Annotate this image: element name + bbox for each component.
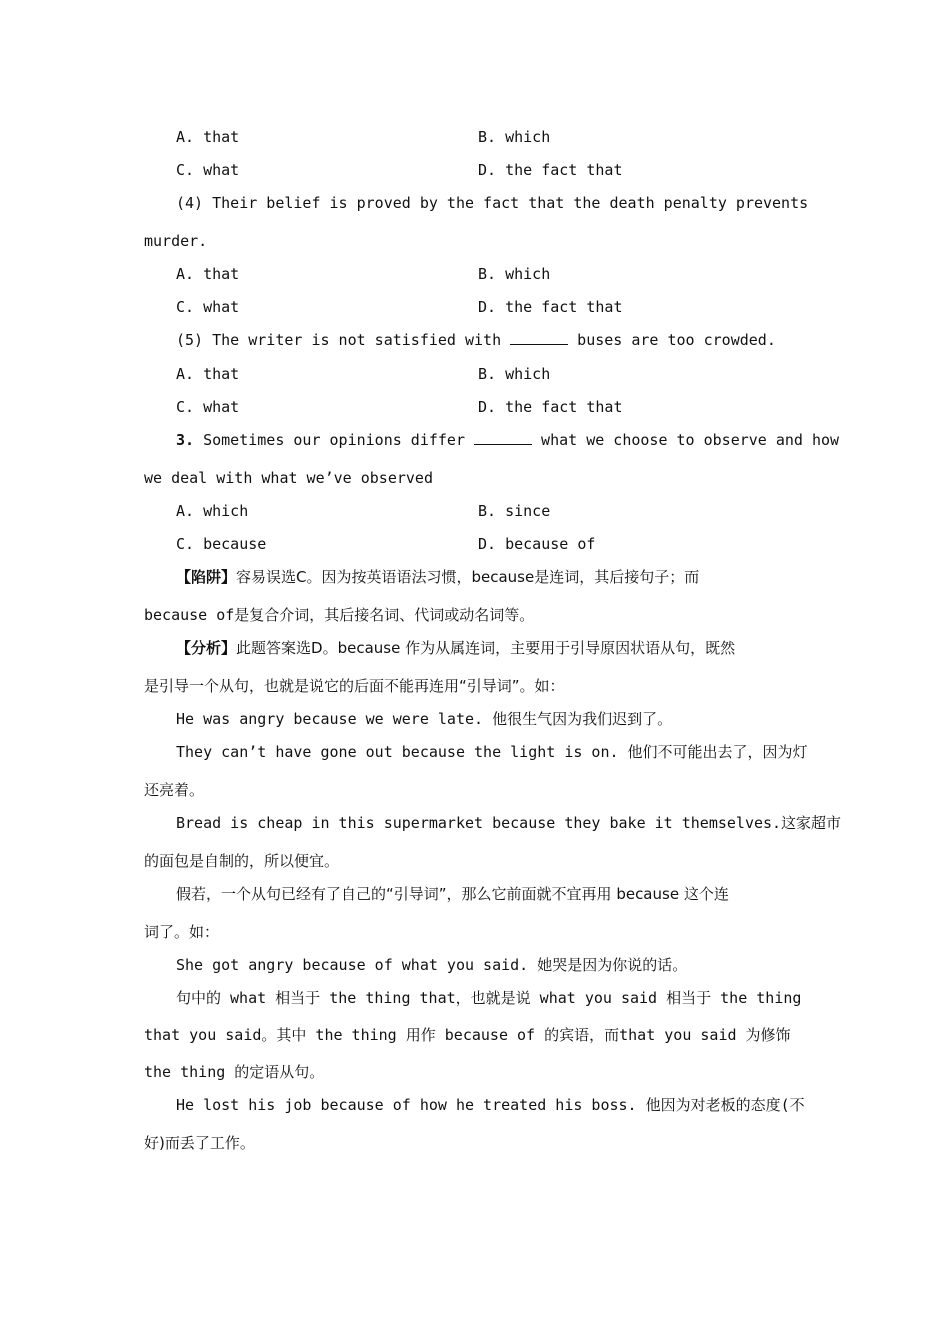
option-c: C. what [176,298,240,316]
option-d: D. the fact that [478,161,623,179]
analysis-paragraph-continued: 是引导一个从句，也就是说它的后面不能再连用“引导词”。如： [144,677,565,695]
analysis-paragraph: 句中的 what 相当于 the thing that，也就是说 what you said 相当于 the thing [176,989,802,1007]
analysis-paragraph-continued: 词了。如： [144,923,220,941]
analysis-label: 【分析】 [176,639,237,657]
example-sentence: Bread is cheap in this supermarket because they bake it themselves.这家超市 [176,814,842,832]
option-c: C. because [176,535,267,553]
example-sentence: They can’t have gone out because the light is on. 他们不可能出去了，因为灯 [176,743,808,761]
option-a: A. that [176,365,240,383]
trap-paragraph: 【陷阱】容易误选C。因为按英语语法习惯，because是连词，其后接句子；而 [176,568,700,586]
option-d: D. the fact that [478,398,623,416]
analysis-paragraph: 【分析】此题答案选D。because 作为从属连词，主要用于引导原因状语从句，既然 [176,639,736,657]
question-4-stem: (4) Their belief is proved by the fact that the death penalty prevents [176,194,809,212]
analysis-paragraph-continued: the thing 的定语从句。 [144,1063,325,1081]
question-3-stem-continued: we deal with what we’ve observed [144,469,433,487]
trap-paragraph-continued: because of是复合介词，其后接名词、代词或动名词等。 [144,606,535,624]
option-c: C. what [176,161,240,179]
example-sentence-continued: 还亮着。 [144,781,205,799]
example-sentence: He lost his job because of how he treated his boss. 他因为对老板的态度(不 [176,1096,805,1114]
analysis-paragraph: 假若，一个从句已经有了自己的“引导词”，那么它前面就不宜再用 because 这个连 [176,885,729,903]
analysis-paragraph-continued: that you said。其中 the thing 用作 because of 的宾语，而that you said 为修饰 [144,1026,791,1044]
example-sentence: She got angry because of what you said. 她哭是因为你说的话。 [176,956,688,974]
option-b: B. which [478,365,551,383]
option-a: A. that [176,128,240,146]
answer-blank [474,430,532,445]
question-4-stem-continued: murder. [144,232,208,250]
option-b: B. since [478,502,551,520]
trap-label: 【陷阱】 [176,568,237,586]
question-number: 3. [176,431,195,449]
question-3-stem: 3. Sometimes our opinions differ what we choose to observe and how [176,431,840,449]
option-c: C. what [176,398,240,416]
answer-blank [510,330,568,345]
option-b: B. which [478,265,551,283]
example-sentence: He was angry because we were late. 他很生气因为我们迟到了。 [176,710,673,728]
option-a: A. that [176,265,240,283]
option-a: A. which [176,502,249,520]
question-5-stem: (5) The writer is not satisfied with buses are too crowded. [176,331,776,349]
option-d: D. because of [478,535,596,553]
option-b: B. which [478,128,551,146]
example-sentence-continued: 好)而丢了工作。 [144,1134,255,1152]
example-sentence-continued: 的面包是自制的，所以便宜。 [144,852,340,870]
option-d: D. the fact that [478,298,623,316]
